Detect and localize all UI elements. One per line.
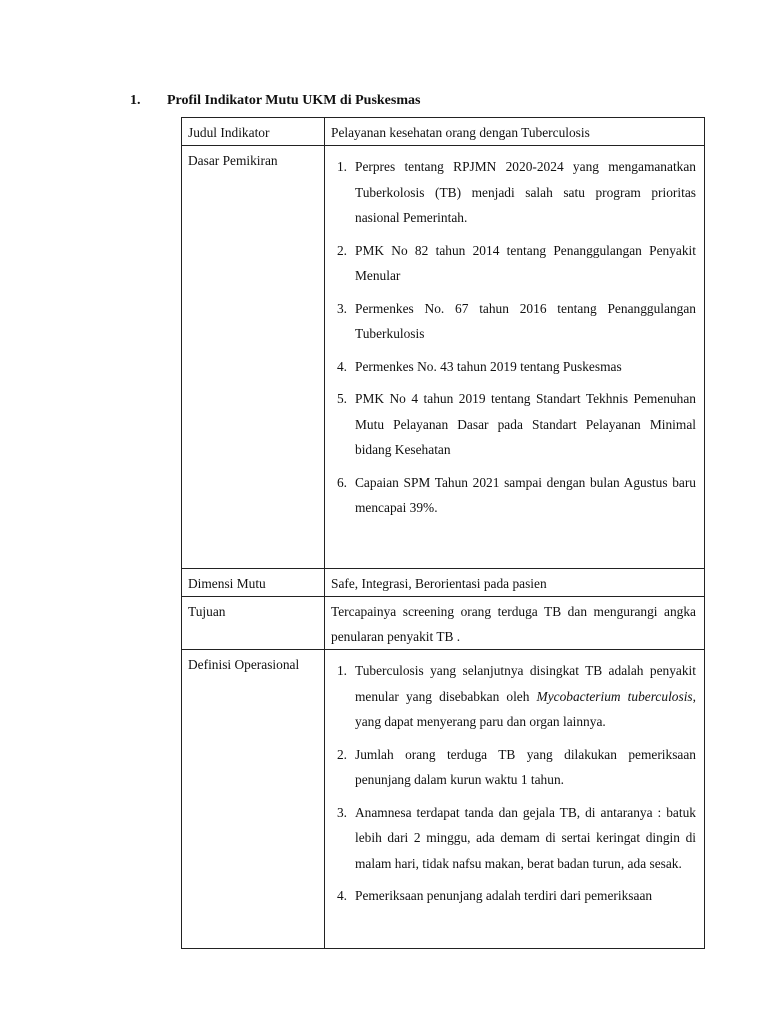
list-item-text: Anamnesa terdapat tanda dan gejala TB, di antaranya : batuk lebih dari 2 minggu, ada demam di sertai keringat dingin di malam hari, tidak nafsu makan, berat badan turun, ada sesak.: [355, 804, 696, 871]
list-item-text: [355, 658, 696, 735]
list-item: [325, 800, 696, 877]
list-item-text: Permenkes No. 67 tahun 2016 tentang Penanggulangan Tuberkulosis: [355, 300, 696, 341]
label-definisi-operasional: Definisi Operasional: [182, 650, 325, 949]
section-heading: [130, 93, 420, 109]
row-tujuan: [182, 597, 705, 650]
list-item-number: 2.: [336, 242, 347, 258]
value-dimensi-mutu: Safe, Integrasi, Berorientasi pada pasien: [325, 569, 705, 597]
list-item-text: PMK No 82 tahun 2014 tentang Penanggulangan Penyakit Menular: [355, 242, 696, 283]
row-judul-indikator: [182, 118, 705, 146]
value-tujuan: Tercapainya screening orang terduga TB dan mengurangi angka penularan penyakit TB .: [325, 597, 705, 650]
list-item-text: Capaian SPM Tahun 2021 sampai dengan bulan Agustus baru mencapai 39%.: [355, 474, 696, 515]
label-judul-indikator: Judul Indikator: [182, 118, 325, 146]
list-item: [325, 742, 696, 793]
list-item-text: Jumlah orang terduga TB yang dilakukan pemeriksaan penunjang dalam kurun waktu 1 tahun.: [355, 746, 696, 787]
list-item-number: 2.: [336, 746, 347, 762]
definisi-operasional-list: [325, 650, 704, 909]
dasar-pemikiran-list: [325, 146, 704, 521]
list-item-number: 3.: [336, 300, 347, 316]
list-item-text: Perpres tentang RPJMN 2020-2024 yang mengamanatkan Tuberkolosis (TB) menjadi salah satu program prioritas nasional Pemerintah.: [355, 159, 696, 225]
list-item-number: 6.: [336, 474, 347, 490]
label-tujuan: Tujuan: [182, 597, 325, 650]
list-item: [325, 154, 696, 231]
list-item: [325, 386, 696, 463]
list-item: [325, 296, 696, 347]
list-item-number: 3.: [336, 804, 347, 820]
list-item-number: 5.: [336, 391, 347, 406]
row-dimensi-mutu: [182, 569, 705, 597]
list-item-text: Permenkes No. 43 tahun 2019 tentang Puskesmas: [355, 358, 622, 374]
label-dasar-pemikiran: Dasar Pemikiran: [182, 146, 325, 569]
list-item-number: 1.: [336, 663, 347, 678]
list-item-number: 4.: [336, 358, 347, 374]
list-item: [325, 354, 696, 380]
list-item-number: 4.: [336, 888, 347, 903]
indicator-profile-table: [181, 117, 705, 949]
list-item: [325, 883, 696, 909]
scientific-name: Mycobacterium tuberculosis: [536, 688, 693, 704]
value-dasar-pemikiran: [325, 146, 705, 569]
list-item: [325, 658, 696, 735]
list-item-text-part: Tuberculosis yang selanjutnya disingkat TB adalah penyakit menular yang disebabkan oleh: [355, 663, 696, 704]
list-item-text: Pemeriksaan penunjang adalah terdiri dari pemeriksaan: [355, 888, 653, 903]
list-item-text: PMK No 4 tahun 2019 tentang Standart Tekhnis Pemenuhan Mutu Pelayanan Dasar pada Standart Pelayanan Minimal bidang Kesehatan: [355, 391, 696, 457]
list-item-number: 1.: [336, 159, 347, 174]
label-dimensi-mutu: Dimensi Mutu: [182, 569, 325, 597]
list-item: [325, 238, 696, 289]
value-definisi-operasional: [325, 650, 705, 949]
section-title: Profil Indikator Mutu UKM di Puskesmas: [167, 93, 421, 108]
value-judul-indikator: Pelayanan kesehatan orang dengan Tuberculosis: [325, 118, 705, 146]
list-item: [325, 470, 696, 521]
row-definisi-operasional: [182, 650, 705, 949]
list-item-text-part: , yang dapat menyerang paru dan organ lainnya.: [355, 688, 696, 729]
section-number: 1.: [130, 93, 141, 108]
row-dasar-pemikiran: [182, 146, 705, 569]
